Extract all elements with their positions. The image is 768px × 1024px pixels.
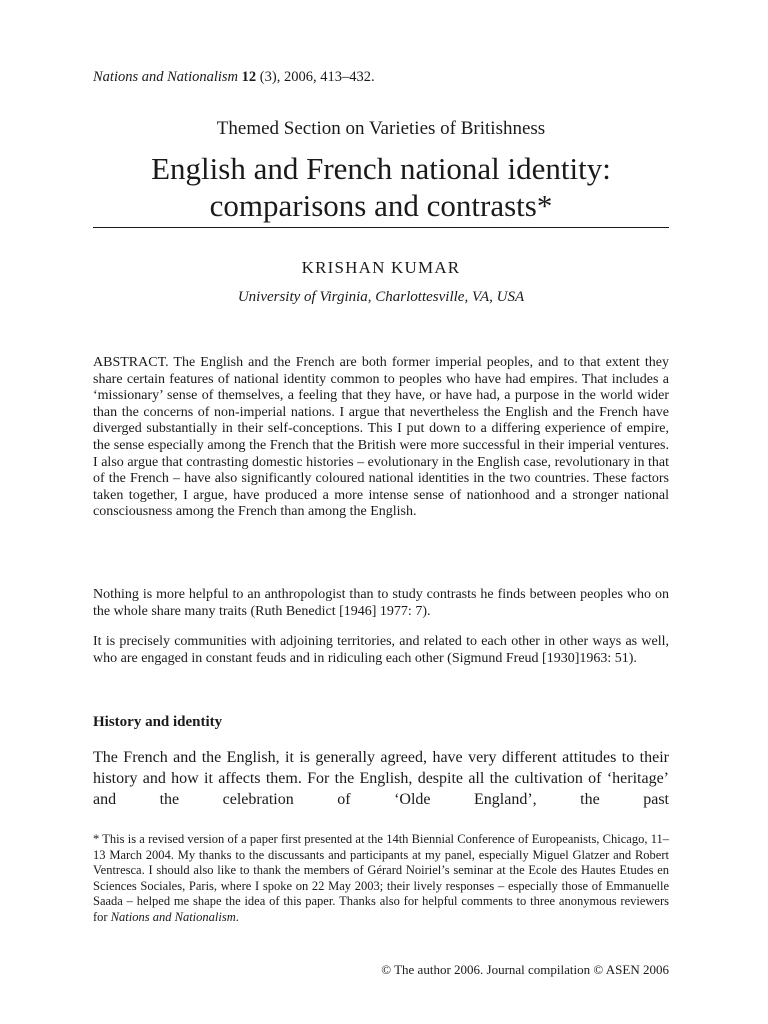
footnote-text: * This is a revised version of a paper first presented at the 14th Biennial Conference of Europeanists, Chicago, 11–13 March 2004. My thanks to the discussants and participants at my panel, especially Miguel Glatzer and Robert Ventresca. I should also like to thank the members of Gérard Noiriel’s seminar at the Ecole des Hautes Etudes en Sciences Sociales, Paris, where I spoke on 22 May 2003; their lively responses – especially those of Emmanuelle Saada – helped me shape the idea of this paper. Thanks also for helpful comments to three anonymous reviewers for: [93, 832, 669, 924]
author-name: KRISHAN KUMAR: [301, 258, 461, 277]
running-head-journal: Nations and Nationalism: [93, 69, 239, 85]
themed-section-title: Themed Section on Varieties of Britishness: [216, 118, 546, 139]
epigraph-benedict: Nothing is more helpful to an anthropologist than to study contrasts he finds between peoples who on the whole share many traits (Ruth Benedict [1946] 1977: 7).: [93, 587, 669, 619]
article-title-line-2: comparisons and contrasts*: [209, 188, 553, 223]
body-paragraph: The French and the English, it is generally agreed, have very different attitudes to their history and how it affects them. For the English, despite all the cultivation of ‘heritage’ and the celebration of ‘Olde England’, the past: [93, 749, 669, 808]
author-affiliation: University of Virginia, Charlottesville, VA, USA: [237, 289, 525, 305]
abstract: ABSTRACT. The English and the French are both former imperial peoples, and to that extent they share certain features of national identity common to peoples who have had empires. That includes a ‘missionary’ sense of themselves, a feeling that they have, or have had, a purpose in the world wider than the concerns of non-imperial nations. I argue that nevertheless the English and the French have diverged substantially in their self-conceptions. This I put down to a differing experience of empire, the sense especially among the French that the British were more successful in their imperial ventures. I also argue that contrasting domestic histories – evolutionary in the English case, revolutionary in that of the French – have also significantly coloured national identities in the two countries. These factors taken together, I argue, have produced a more intense sense of nationhood and a stronger national consciousness among the French than among the English.: [93, 355, 669, 520]
section-heading: History and identity: [93, 714, 223, 730]
running-head: [93, 68, 375, 86]
title-rule: [93, 227, 669, 228]
footnote-journal: Nations and Nationalism: [110, 909, 236, 924]
copyright-line: © The author 2006. Journal compilation © ASEN 2006: [381, 962, 669, 977]
footnote-end: .: [235, 909, 239, 924]
article-title-line-1: English and French national identity:: [151, 151, 611, 186]
epigraph-freud: It is precisely communities with adjoining territories, and related to each other in other ways as well, who are engaged in constant feuds and in ridiculing each other (Sigmund Freud [1930]1963: 51).: [93, 634, 669, 666]
running-head-volume: 12: [241, 69, 257, 85]
article-title: [93, 150, 669, 224]
running-head-issue-pages: (3), 2006, 413–432.: [256, 69, 375, 85]
footnote: [93, 832, 669, 926]
